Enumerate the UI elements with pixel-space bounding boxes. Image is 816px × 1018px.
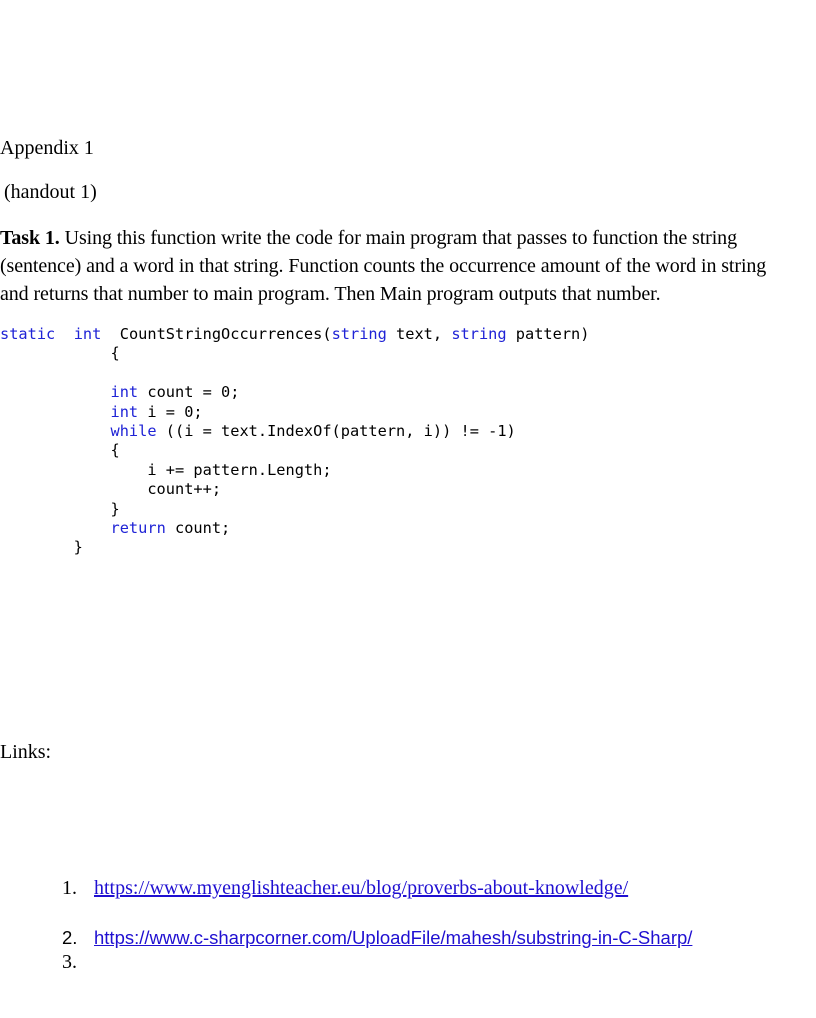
code-line (0, 519, 589, 538)
task-line-2: (sentence) and a word in that string. Function counts the occurrence amount of the word in string (0, 255, 767, 277)
code-text: count = 0; (138, 383, 240, 402)
code-indent (0, 422, 111, 440)
list-number: 1. (62, 877, 77, 899)
code-keyword: int (110, 383, 139, 402)
code-text: text, (386, 325, 452, 343)
code-indent (0, 403, 111, 421)
code-keyword: int (110, 402, 139, 421)
code-text: CountStringOccurrences( (101, 325, 332, 343)
code-text: count; (165, 518, 231, 537)
code-keyword: static (0, 325, 56, 343)
appendix-heading: Appendix 1 (0, 137, 94, 159)
code-line-signature (0, 325, 589, 344)
code-line: i += pattern.Length; (0, 460, 332, 479)
code-line (0, 403, 589, 422)
code-text: ((i = text.IndexOf(pattern, i)) != -1) (156, 421, 516, 440)
code-text: i = 0; (138, 402, 203, 421)
code-keyword: string (451, 325, 507, 343)
code-keyword: int (73, 325, 102, 343)
code-keyword: while (110, 421, 157, 440)
task-text-1: Using this function write the code for main program that passes to function the string (59, 227, 737, 249)
task-line-1 (0, 224, 816, 252)
list-number: 2. (62, 927, 78, 948)
links-label: Links: (0, 741, 52, 763)
link-proverbs-about-knowledge[interactable]: https://www.myenglishteacher.eu/blog/proverbs-about-knowledge/ (94, 877, 629, 899)
code-block (0, 325, 589, 558)
code-line (0, 422, 589, 441)
code-line: } (0, 538, 83, 557)
link-substring-in-csharp[interactable]: https://www.c-sharpcorner.com/UploadFile/mahesh/substring-in-C-Sharp/ (94, 927, 693, 948)
code-line: { (0, 344, 120, 363)
task-label: Task 1. (0, 227, 60, 249)
code-keyword: return (110, 518, 166, 537)
code-keyword: string (331, 325, 387, 343)
code-text: pattern) (506, 325, 590, 343)
task-line-3: and returns that number to main program. Then Main program outputs that number. (0, 283, 661, 305)
code-line: count++; (0, 480, 222, 499)
task-paragraph (0, 224, 816, 308)
handout-label: (handout 1) (4, 181, 97, 203)
code-line: } (0, 499, 120, 518)
code-line-blank (0, 364, 589, 383)
code-indent (0, 383, 111, 401)
list-number: 3. (62, 951, 77, 973)
code-line (0, 383, 589, 402)
code-text (55, 325, 73, 343)
code-indent (0, 519, 111, 537)
code-line: { (0, 441, 120, 460)
